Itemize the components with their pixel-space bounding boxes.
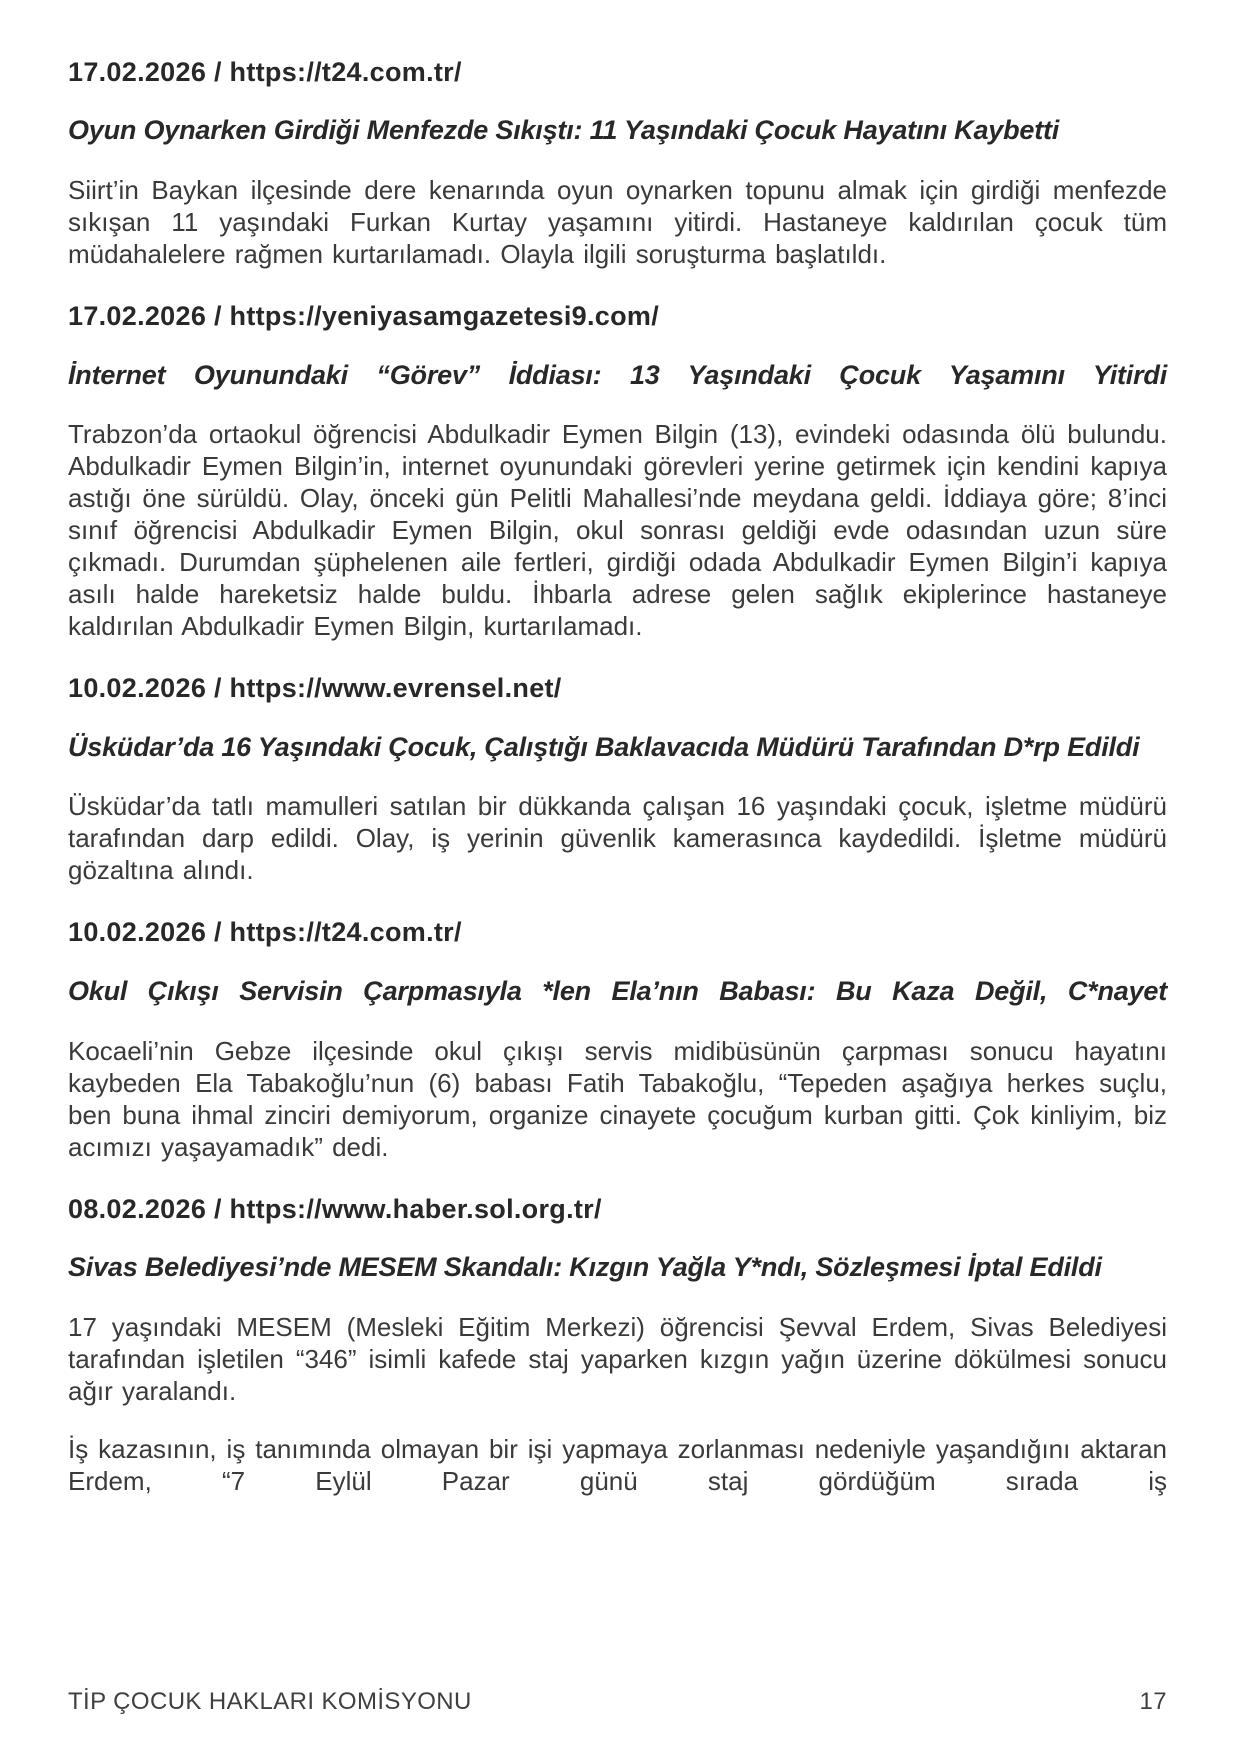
entry-paragraph: İş kazasının, iş tanımında olmayan bir işi yapmaya zorlanması nedeniyle yaşandığını aktaran Erdem, “7 Eylül Pazar günü staj gördüğüm sırada iş xyxy=(68,1433,1167,1496)
page-footer xyxy=(68,1688,1167,1716)
dateline-separator: / xyxy=(206,917,230,948)
entry-url-link[interactable]: https://www.evrensel.net/ xyxy=(229,673,562,704)
entry-url-link[interactable]: https://www.haber.sol.org.tr/ xyxy=(229,1193,602,1224)
entry-headline: Oyun Oynarken Girdiği Menfezde Sıkıştı: 11 Yaşındaki Çocuk Hayatını Kaybetti xyxy=(68,115,1060,146)
entry-dateline xyxy=(68,672,1167,704)
dateline-separator: / xyxy=(206,673,230,704)
entry-paragraph: Trabzon’da ortaokul öğrencisi Abdulkadir Eymen Bilgin (13), evindeki odasında ölü bulundu. Abdulkadir Eymen Bilgin’in, internet oyunundaki görevleri yerine getirmek için kendini kapıya astığı öne sürüldü. Olay, önceki gün Pelitli Mahallesi’nde meydana geldi. İddiaya göre; 8’inci sınıf öğrencisi Abdulkadir Eymen Bilgin, okul sonrası geldiği evde odasından uzun süre çıkmadı. Durumdan şüphelenen aile fertleri, girdiği odada Abdulkadir Eymen Bilgin’i kapıya asılı halde hareketsiz halde buldu. İhbarla adrese gelen sağlık ekiplerince hastaneye kaldırılan Abdulkadir Eymen Bilgin, kurtarılamadı. xyxy=(68,419,1167,642)
entry-date: 10.02.2026 xyxy=(68,673,207,704)
entry-headline: İnternet Oyunundaki “Görev” İddiası: 13 Yaşındaki Çocuk Yaşamını Yitirdi xyxy=(68,359,1167,390)
entry-headline: Sivas Belediyesi’nde MESEM Skandalı: Kızgın Yağla Y*ndı, Sözleşmesi İptal Edildi xyxy=(68,1251,1102,1282)
entry-dateline xyxy=(68,300,1167,332)
dateline-separator: / xyxy=(206,301,230,332)
news-entry xyxy=(68,300,1167,642)
news-entry xyxy=(68,916,1167,1162)
entry-url-link[interactable]: https://yeniyasamgazetesi9.com/ xyxy=(229,301,660,332)
entry-paragraph: 17 yaşındaki MESEM (Mesleki Eğitim Merkezi) öğrencisi Şevval Erdem, Sivas Belediyesi tarafından işletilen “346” isimli kafede staj yaparken kızgın yağın üzerine dökülmesi sonucu ağır yaralandı. xyxy=(68,1311,1167,1406)
entry-date: 08.02.2026 xyxy=(68,1193,207,1224)
footer-commission-title: TİP ÇOCUK HAKLARI KOMİSYONU xyxy=(68,1688,472,1715)
entry-headline: Okul Çıkışı Servisin Çarpmasıyla *len Ela’nın Babası: Bu Kaza Değil, C*nayet xyxy=(68,975,1167,1006)
news-entry xyxy=(68,1193,1167,1497)
entry-url-link[interactable]: https://t24.com.tr/ xyxy=(229,917,462,948)
entry-paragraph: Üsküdar’da tatlı mamulleri satılan bir dükkanda çalışan 16 yaşındaki çocuk, işletme müdürü tarafından darp edildi. Olay, iş yerinin güvenlik kamerasınca kaydedildi. İşletme müdürü gözaltına alındı. xyxy=(68,791,1167,886)
entry-dateline xyxy=(68,1193,1167,1225)
page-number: 17 xyxy=(1139,1688,1167,1715)
entry-headline: Üsküdar’da 16 Yaşındaki Çocuk, Çalıştığı Baklavacıda Müdürü Tarafından D*rp Edildi xyxy=(68,731,1140,762)
entry-paragraph: Siirt’in Baykan ilçesinde dere kenarında oyun oynarken topunu almak için girdiği menfezde sıkışan 11 yaşındaki Furkan Kurtay yaşamını yitirdi. Hastaneye kaldırılan çocuk tüm müdahalelere rağmen kurtarılamadı. Olayla ilgili soruşturma başlatıldı. xyxy=(68,175,1167,270)
entry-date: 10.02.2026 xyxy=(68,917,207,948)
dateline-separator: / xyxy=(206,57,230,87)
entry-paragraph: Kocaeli’nin Gebze ilçesinde okul çıkışı servis midibüsünün çarpması sonucu hayatını kaybeden Ela Tabakoğlu’nun (6) babası Fatih Tabakoğlu, “Tepeden aşağıya herkes suçlu, ben buna ihmal zinciri demiyorum, organize cinayete çocuğum kurban gitti. Çok kinliyim, biz acımızı yaşayamadık” dedi. xyxy=(68,1035,1167,1162)
news-entry xyxy=(68,56,1167,270)
dateline-separator: / xyxy=(206,1193,230,1224)
news-entry xyxy=(68,672,1167,886)
entry-dateline xyxy=(68,56,1167,88)
entry-date: 17.02.2026 xyxy=(68,57,207,87)
entry-dateline xyxy=(68,916,1167,948)
entry-date: 17.02.2026 xyxy=(68,301,207,332)
entry-url-link[interactable]: https://t24.com.tr/ xyxy=(229,57,462,87)
